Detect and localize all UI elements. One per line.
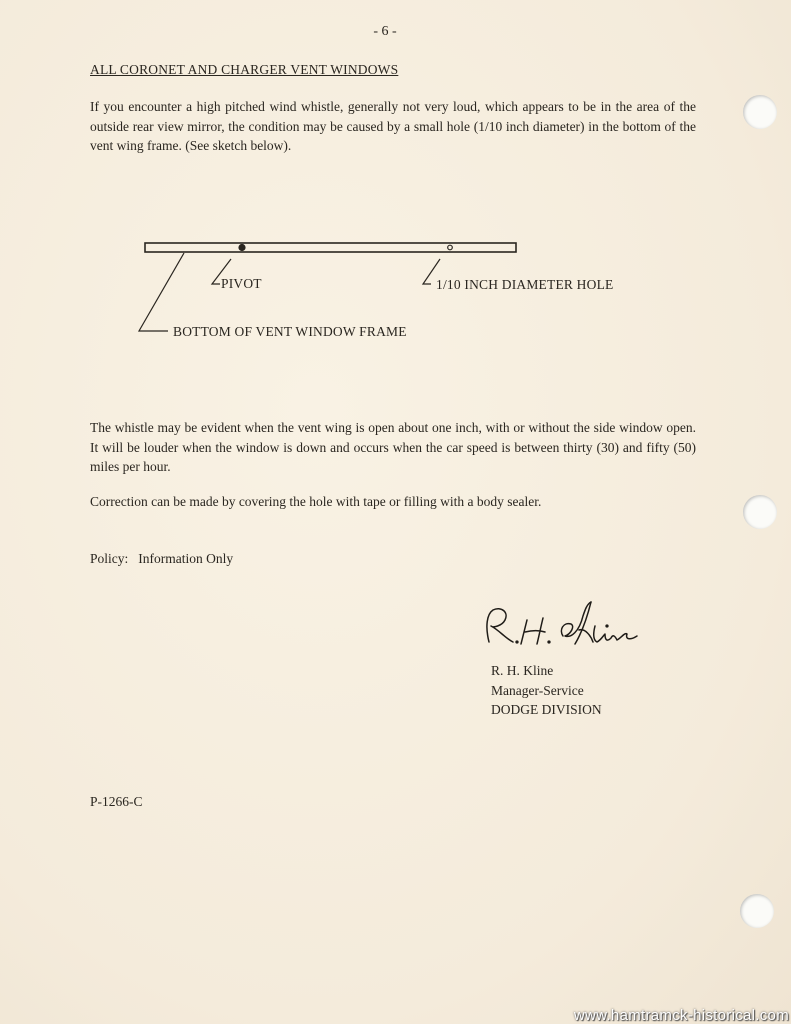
page-number: - 6 - (373, 24, 397, 39)
document-code: P-1266-C (90, 794, 143, 809)
binder-hole-top (743, 95, 777, 129)
binder-hole-bottom (740, 894, 774, 928)
diameter-hole (448, 245, 453, 250)
handwritten-signature (475, 596, 645, 658)
policy-label: Policy: (90, 551, 129, 566)
vent-frame-bar (145, 243, 516, 252)
signature-block (491, 661, 602, 720)
policy-value: Information Only (138, 551, 234, 566)
signer-name: R. H. Kline (491, 663, 554, 678)
signer-division: DODGE DIVISION (491, 702, 602, 717)
pivot-label: PIVOT (221, 276, 262, 291)
frame-leader-line (139, 253, 184, 331)
hole-label: 1/10 INCH DIAMETER HOLE (436, 277, 614, 292)
signer-title: Manager-Service (491, 682, 584, 698)
frame-label: BOTTOM OF VENT WINDOW FRAME (173, 324, 407, 339)
section-heading: ALL CORONET AND CHARGER VENT WINDOWS (90, 62, 399, 77)
watermark: www.hamtramck-historical.com (573, 1007, 789, 1024)
vent-frame-sketch (0, 230, 791, 350)
pivot-point (238, 244, 245, 251)
paragraph-conditions: The whistle may be evident when the vent wing is open about one inch, with or without the side window open. It will be louder when the window is down and occurs when the car speed is between thirty (30) and fifty (50) miles per hour. (90, 420, 696, 474)
binder-hole-middle (743, 495, 777, 529)
paragraph-intro: If you encounter a high pitched wind whistle, generally not very loud, which appears to be in the area of the outside rear view mirror, the condition may be caused by a small hole (1/10 inch diameter) in the bottom of the vent wing frame. (See sketch below). (90, 99, 696, 153)
policy-line (90, 549, 233, 569)
paragraph-correction: Correction can be made by covering the hole with tape or filling with a body sealer. (90, 494, 542, 509)
